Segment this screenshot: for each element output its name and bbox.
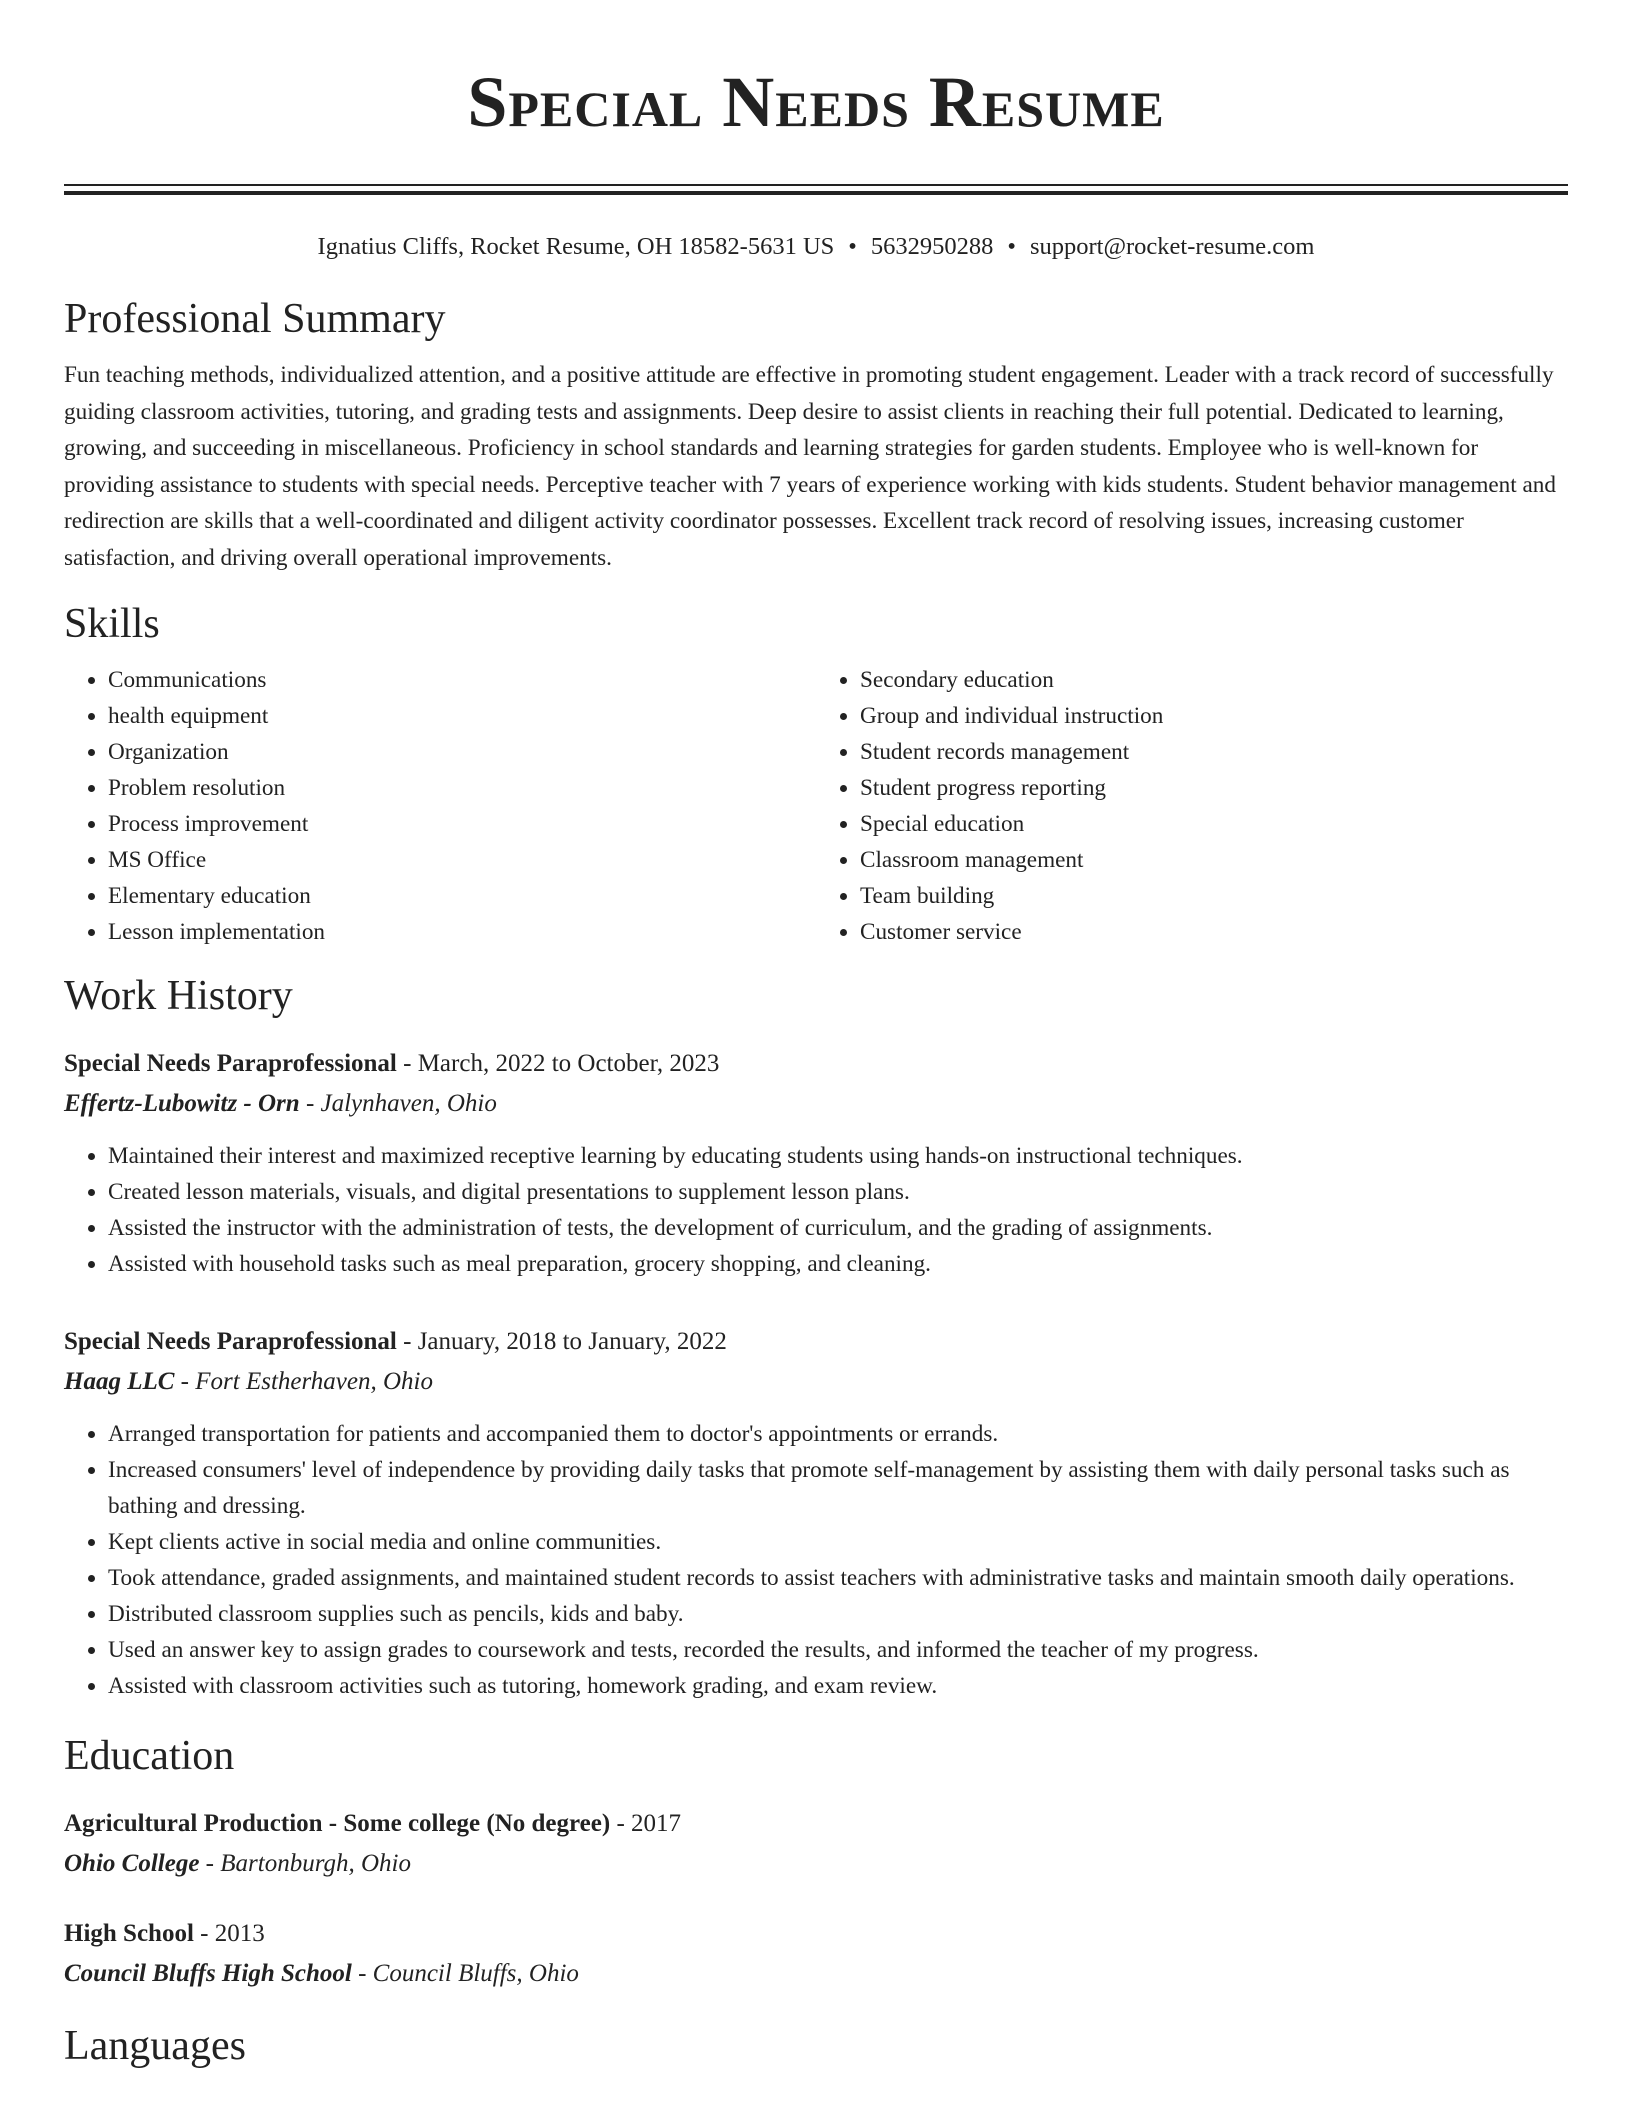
skill-item: • Lesson implementation	[108, 914, 816, 950]
job-duty: • Assisted with classroom activities such as tutoring, homework grading, and exam review.	[108, 1668, 1568, 1704]
skill-item: • Elementary education	[108, 878, 816, 914]
education-degree: High School	[64, 1920, 194, 1947]
education-school: Ohio College	[64, 1850, 200, 1877]
job-title-line	[64, 1322, 1568, 1362]
education-heading: Education	[64, 1733, 235, 1779]
skill-item: • Group and individual instruction	[860, 698, 1568, 734]
contact-phone: 5632950288	[870, 233, 994, 260]
education-degree-line	[64, 1914, 1568, 1954]
job-location: - Jalynhaven, Ohio	[299, 1090, 497, 1117]
languages-heading: Languages	[64, 2023, 246, 2069]
skills-list	[64, 662, 1568, 950]
contact-line	[64, 231, 1568, 263]
skills-heading: Skills	[64, 601, 160, 647]
job-company-line	[64, 1362, 1568, 1402]
job-duty: • Arranged transportation for patients and accompanied them to doctor's appointments or errands.	[108, 1416, 1568, 1452]
job-location: - Fort Estherhaven, Ohio	[174, 1368, 433, 1395]
job-duty: • Created lesson materials, visuals, and digital presentations to supplement lesson plans.	[108, 1174, 1568, 1210]
job-entry	[64, 1322, 1568, 1704]
skill-item: • Customer service	[860, 914, 1568, 950]
education-year: - 2017	[610, 1810, 682, 1837]
job-duty: • Assisted the instructor with the administration of tests, the development of curriculum, and the grading of assignments.	[108, 1210, 1568, 1246]
education-location: - Bartonburgh, Ohio	[199, 1850, 411, 1877]
skill-item: • Process improvement	[108, 806, 816, 842]
education-location: - Council Bluffs, Ohio	[351, 1960, 579, 1987]
skill-item: • Team building	[860, 878, 1568, 914]
skill-item: • Student records management	[860, 734, 1568, 770]
contact-separator: •	[1007, 233, 1016, 260]
job-dates: - January, 2018 to January, 2022	[396, 1328, 727, 1355]
skill-item: • Organization	[108, 734, 816, 770]
title-divider	[64, 184, 1568, 195]
skill-item: • Communications	[108, 662, 816, 698]
education-school-line	[64, 1954, 1568, 1994]
education-entry	[64, 1914, 1568, 1994]
job-duty: • Increased consumers' level of independence by providing daily tasks that promote self-management by assisting them with daily personal tasks such as bathing and dressing.	[108, 1452, 1568, 1524]
skill-item: • Secondary education	[860, 662, 1568, 698]
education-degree: Agricultural Production - Some college (No degree)	[64, 1810, 611, 1837]
resume-title: Special Needs Resume	[467, 62, 1165, 142]
job-company-line	[64, 1084, 1568, 1124]
job-duty: • Kept clients active in social media and online communities.	[108, 1524, 1568, 1560]
job-title: Special Needs Paraprofessional	[64, 1328, 397, 1355]
job-title-line	[64, 1044, 1568, 1084]
job-duty: • Maintained their interest and maximized receptive learning by educating students using hands-on instructional techniques.	[108, 1138, 1568, 1174]
work-history-heading: Work History	[64, 973, 293, 1019]
education-school: Council Bluffs High School	[64, 1960, 352, 1987]
skills-column-left	[64, 662, 816, 950]
contact-address: Ignatius Cliffs, Rocket Resume, OH 18582-5631 US	[317, 233, 835, 260]
skill-item: • Special education	[860, 806, 1568, 842]
skill-item: • MS Office	[108, 842, 816, 878]
skill-item: • health equipment	[108, 698, 816, 734]
job-duties	[64, 1416, 1568, 1704]
contact-email: support@rocket-resume.com	[1029, 233, 1315, 260]
job-company: Haag LLC	[64, 1368, 175, 1395]
education-year: - 2013	[193, 1920, 265, 1947]
skill-item: • Student progress reporting	[860, 770, 1568, 806]
education-school-line	[64, 1844, 1568, 1884]
job-dates: - March, 2022 to October, 2023	[396, 1050, 720, 1077]
contact-separator: •	[848, 233, 857, 260]
job-company: Effertz-Lubowitz - Orn	[64, 1090, 300, 1117]
skill-item: • Problem resolution	[108, 770, 816, 806]
job-duty: • Used an answer key to assign grades to coursework and tests, recorded the results, and informed the teacher of my progress.	[108, 1632, 1568, 1668]
job-entry	[64, 1044, 1568, 1282]
skill-item: • Classroom management	[860, 842, 1568, 878]
job-duties	[64, 1138, 1568, 1282]
education-entry	[64, 1804, 1568, 1884]
summary-heading: Professional Summary	[64, 296, 446, 342]
education-degree-line	[64, 1804, 1568, 1844]
skills-column-right	[816, 662, 1568, 950]
job-title: Special Needs Paraprofessional	[64, 1050, 397, 1077]
job-duty: • Took attendance, graded assignments, and maintained student records to assist teachers with administrative tasks and maintain smooth daily operations.	[108, 1560, 1568, 1596]
job-duty: • Distributed classroom supplies such as pencils, kids and baby.	[108, 1596, 1568, 1632]
summary-text: Fun teaching methods, individualized attention, and a positive attitude are effective in promoting student engagement. Leader with a track record of successfully guiding classroom activities, tutoring, and grading tests and assignments. Deep desire to assist clients in reaching their full potential. Dedicated to learning, growing, and succeeding in miscellaneous. Proficiency in school standards and learning strategies for garden students. Employee who is well-known for providing assistance to students with special needs. Perceptive teacher with 7 years of experience working with kids students. Student behavior management and redirection are skills that a well-coordinated and diligent activity coordinator possesses. Excellent track record of resolving issues, increasing customer satisfaction, and driving overall operational improvements.	[64, 362, 1556, 571]
job-duty: • Assisted with household tasks such as meal preparation, grocery shopping, and cleaning.	[108, 1246, 1568, 1282]
